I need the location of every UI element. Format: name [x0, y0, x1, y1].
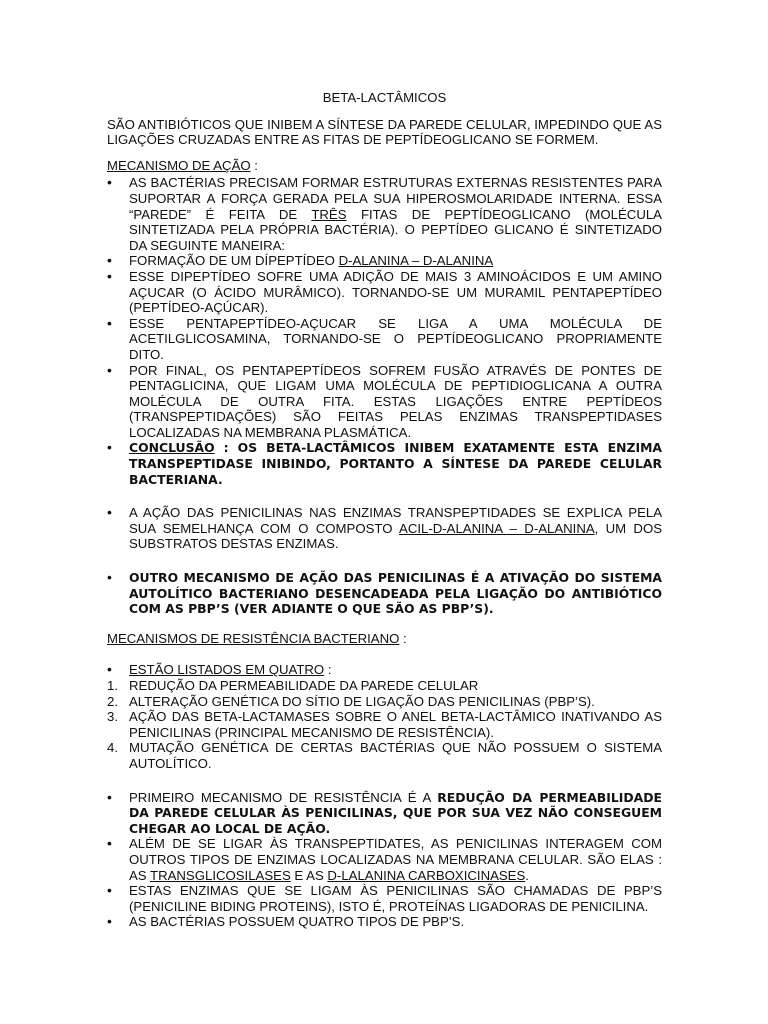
item-number: 4. [107, 740, 118, 756]
conclusion-text: : OS BETA-LACTÂMICOS INIBEM EXATAMENTE ESTA ENZIMA TRANSPEPTIDASE INIBINDO, PORTANTO A SÍNTESE DA PAREDE CELULAR BACTERIANA. [129, 440, 662, 487]
bullet-icon: • [107, 882, 112, 899]
underlined-term: ACIL-D-ALANINA – D-ALANINA [399, 520, 595, 536]
bullet-icon: • [107, 314, 112, 331]
conclusion-label: CONCLUSÃO [129, 440, 215, 456]
bullet-text: FORMAÇÃO DE UM DÍPEPTÍDEO [129, 253, 339, 269]
bullet-icon: • [107, 835, 112, 852]
bullet-text: E AS [290, 867, 328, 883]
list-item [107, 253, 662, 269]
bullet-icon: • [107, 252, 112, 269]
underlined-term: D-ALANINA – D-ALANINA [338, 253, 494, 269]
bullet-icon: • [107, 174, 112, 191]
spacer [107, 617, 662, 631]
bullet-text: ESSE DIPEPTÍDEO SOFRE UMA ADIÇÃO DE MAIS 3 AMINOÁCIDOS E UM AMINO AÇUCAR (O ÁCIDO MURÂMICO). TORNANDO-SE UM MURAMIL PENTAPEPTÍDEO (PEPTÍDEO-AÇÚCAR). [129, 268, 662, 316]
spacer [107, 648, 662, 662]
mechanism-list-2 [107, 505, 662, 552]
list-item [107, 269, 662, 316]
item-text: ALTERAÇÃO GENÉTICA DO SÍTIO DE LIGAÇÃO DAS PENICILINAS (PBP’S). [129, 693, 595, 709]
list-item [107, 440, 662, 487]
mechanism-list-3 [107, 570, 662, 617]
list-item [107, 883, 662, 914]
list-item [107, 316, 662, 363]
bullet-text: ESSE PENTAPEPTÍDEO-AÇUCAR SE LIGA A UMA MOLÉCULA DE ACETILGLICOSAMINA, TORNANDO-SE O PEPTÍDEOGLICANO PROPRIAMENTE DITO. [129, 315, 662, 362]
resistance-list [107, 790, 662, 930]
resistance-intro-list [107, 662, 662, 678]
bullet-text: ALÉM DE SE LIGAR ÀS TRANSPEPTIDATES, AS PENICILINAS INTERAGEM COM OUTROS TIPOS DE ENZIMAS LOCALIZADAS NA MEMBRANA CELULAR. SÃO ELAS : AS [129, 836, 662, 883]
bullet-text: PRIMEIRO MECANISMO DE RESISTÊNCIA É A [129, 789, 438, 805]
resistance-heading [107, 631, 662, 647]
item-number: 3. [107, 709, 118, 725]
bullet-text: A AÇÃO DAS PENICILINAS NAS ENZIMAS TRANSPEPTIDADES SE EXPLICA PELA SUA SEMELHANÇA COM O COMPOSTO [129, 505, 662, 536]
item-number: 1. [107, 678, 118, 693]
document-title: BETA-LACTÂMICOS [322, 90, 447, 105]
list-item [107, 175, 662, 253]
bold-bullet-text: REDUÇÃO DA PERMEABILIDADE DA PAREDE CELULAR ÀS PENICILINAS, QUE POR SUA VEZ NÃO CONSEGUEM CHEGAR AO LOCAL DE AÇÃO. [129, 789, 662, 836]
bullet-text: AS BACTÉRIAS PRECISAM FORMAR ESTRUTURAS EXTERNAS RESISTENTES PARA SUPORTAR A FORÇA GERADA PELA SUA HIPEROSMOLARIDADE INTERNA. ESSA “PAREDE” É FEITA DE [129, 175, 662, 222]
list-item [107, 363, 662, 441]
bold-bullet-text: OUTRO MECANISMO DE AÇÃO DAS PENICILINAS É A ATIVAÇÃO DO SISTEMA AUTOLÍTICO BACTERIANO DESENCADEADA PELA LIGAÇÃO DO ANTIBIÓTICO COM AS PBP’S (VER ADIANTE O QUE SÃO AS PBP’S). [129, 570, 662, 617]
resistance-heading-colon: : [399, 630, 407, 646]
mechanism-list [107, 175, 662, 487]
mechanism-heading-colon: : [250, 157, 258, 173]
list-item [107, 740, 662, 771]
spacer [107, 772, 662, 790]
list-item [107, 709, 662, 740]
list-item [107, 662, 662, 678]
bullet-icon: • [107, 439, 112, 456]
bullet-icon: • [107, 504, 112, 521]
spacer [107, 487, 662, 505]
bullet-icon: • [107, 913, 112, 930]
bullet-text: AS BACTÉRIAS POSSUEM QUATRO TIPOS DE PBP’S. [129, 914, 465, 930]
underlined-term: TRANSGLICOSILASES [150, 867, 291, 883]
underlined-word: TRÊS [311, 206, 347, 222]
list-item [107, 914, 662, 930]
bullet-icon: • [107, 788, 112, 805]
spacer [107, 552, 662, 570]
bullet-text: : [324, 662, 332, 678]
item-text: MUTAÇÃO GENÉTICA DE CERTAS BACTÉRIAS QUE NÃO POSSUEM O SISTEMA AUTOLÍTICO. [129, 740, 662, 771]
list-item [107, 836, 662, 883]
mechanism-heading-text: MECANISMO DE AÇÃO [107, 157, 251, 173]
item-text: AÇÃO DAS BETA-LACTAMASES SOBRE O ANEL BETA-LACTÂMICO INATIVANDO AS PENICILINAS (PRINCIPAL MECANISMO DE RESISTÊNCIA). [129, 709, 662, 740]
bullet-icon: • [107, 361, 112, 378]
list-item [107, 678, 662, 694]
document-body [107, 90, 662, 930]
bullet-text: ESTAS ENZIMAS QUE SE LIGAM ÀS PENICILINAS SÃO CHAMADAS DE PBP’S (PENICILINE BIDING PROTEINS), ISTO É, PROTEÍNAS LIGADORAS DE PENICILINA. [129, 883, 662, 914]
bullet-icon: • [107, 267, 112, 284]
bullet-text: . [525, 867, 529, 883]
bullet-text: POR FINAL, OS PENTAPEPTÍDEOS SOFREM FUSÃO ATRAVÉS DE PONTES DE PENTAGLICINA, QUE LIGAM UMA MOLÉCULA DE PEPTIDIOGLICANA A OUTRA MOLÉCULA DE OUTRA FITA. ESTAS LIGAÇÕES ENTRE PEPTÍDEOS (TRANSPEPTIDAÇÕES) SÃO FEITAS PELAS ENZIMAS TRANSPEPTIDASES LOCALIZADAS NA MEMBRANA PLASMÁTICA. [129, 362, 662, 440]
bullet-text: , UM DOS SUBSTRATOS DESTAS ENZIMAS. [129, 520, 663, 552]
list-item [107, 570, 662, 617]
item-number: 2. [107, 693, 118, 709]
bullet-icon: • [107, 569, 112, 586]
underlined-term: D-LALANINA CARBOXICINASES [327, 867, 526, 883]
resistance-heading-text: MECANISMOS DE RESISTÊNCIA BACTERIANO [107, 630, 400, 646]
item-text: REDUÇÃO DA PERMEABILIDADE DA PAREDE CELULAR [129, 678, 479, 693]
list-item [107, 790, 662, 837]
mechanism-heading [107, 158, 662, 174]
bullet-text: FITAS DE PEPTÍDEOGLICANO (MOLÉCULA SINTETIZADA PELA PRÓPRIA BACTÉRIA). O PEPTÍDEO GLICANO É SINTETIZADO DA SEGUINTE MANEIRA: [129, 206, 662, 253]
list-item [107, 694, 662, 710]
resistance-numbered-list [107, 678, 662, 772]
intro-paragraph: SÃO ANTIBIÓTICOS QUE INIBEM A SÍNTESE DA PAREDE CELULAR, IMPEDINDO QUE AS LIGAÇÕES CRUZADAS ENTRE AS FITAS DE PEPTÍDEOGLICANO SE FORMEM. [107, 116, 662, 148]
list-item [107, 505, 662, 552]
bullet-icon: • [107, 661, 112, 678]
underlined-term: ESTÃO LISTADOS EM QUATRO [129, 662, 325, 678]
